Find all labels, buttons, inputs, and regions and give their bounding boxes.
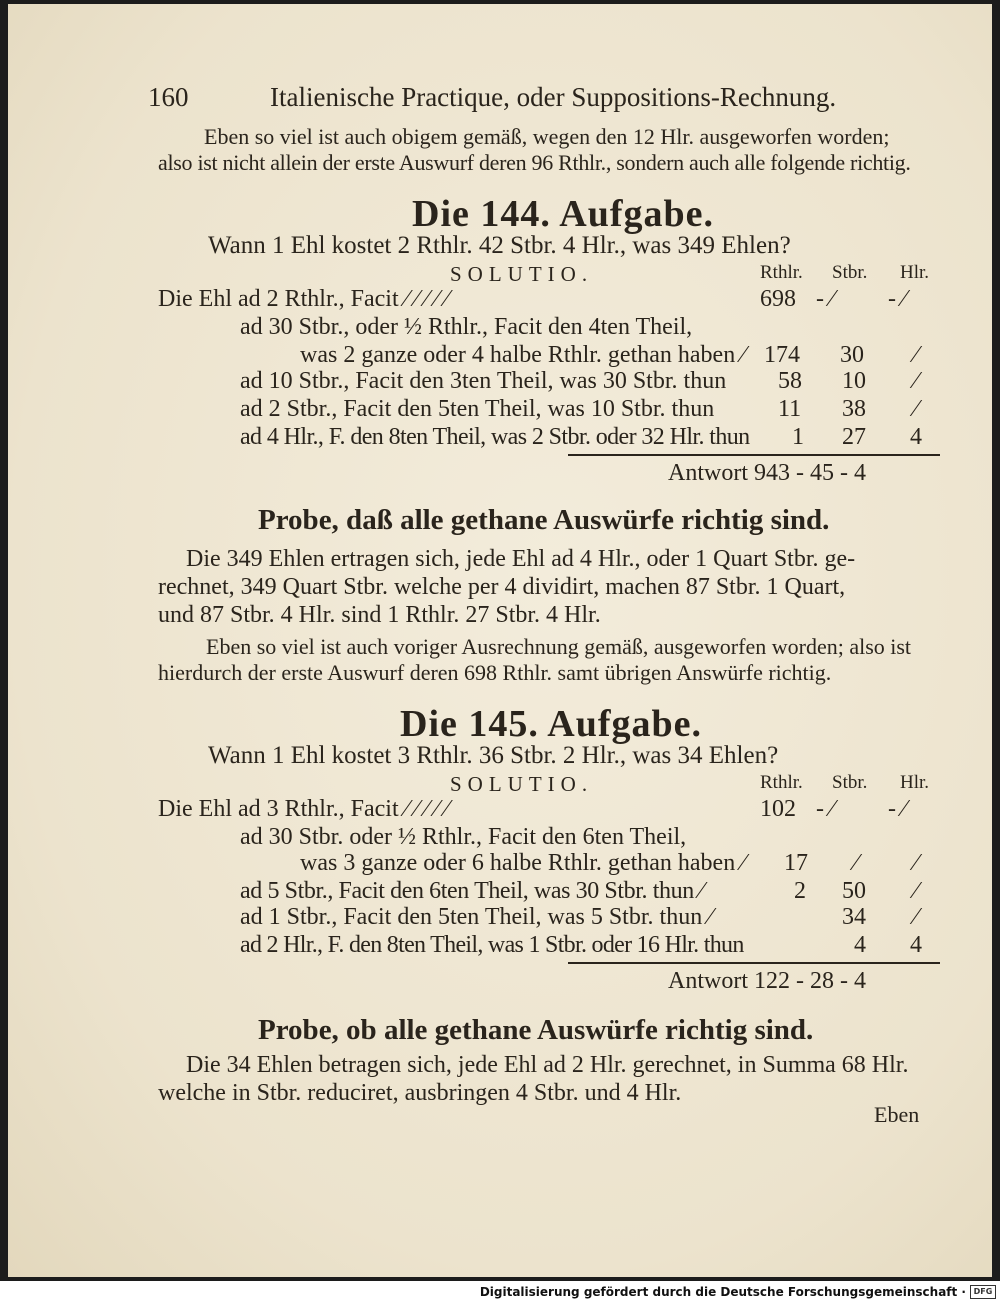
task-144-probe-line-2: rechnet, 349 Quart Stbr. welche per 4 dividirt, machen 87 Stbr. 1 Quart, bbox=[158, 574, 846, 600]
task-145-row-6-hlr: 4 bbox=[910, 932, 922, 958]
intro-line-2: also ist nicht allein der erste Auswurf deren 96 Rthlr., sondern auch alle folgende richtig. bbox=[158, 150, 911, 175]
task-145-row-4-hlr: ⁄ bbox=[914, 878, 919, 904]
task-145-probe-line-1: Die 34 Ehlen betragen sich, jede Ehl ad 2 Hlr. gerechnet, in Summa 68 Hlr. bbox=[186, 1052, 909, 1078]
task-144-row-6-stbr: 27 bbox=[842, 424, 866, 450]
dfg-logo: DFG bbox=[970, 1285, 996, 1299]
task-144-probe-line-3: und 87 Stbr. 4 Hlr. sind 1 Rthlr. 27 Stbr. 4 Hlr. bbox=[158, 602, 601, 628]
catchword: Eben bbox=[874, 1102, 920, 1127]
task-144-row-5-stbr: 38 bbox=[842, 396, 866, 422]
task-144-row-1-rthlr: 698 bbox=[760, 286, 796, 312]
task-144-conclusion-line-2: hierdurch der erste Auswurf deren 698 Rthlr. samt übrigen Answürfe richtig. bbox=[158, 660, 832, 685]
task-144-row-3-stbr: 30 bbox=[840, 342, 864, 368]
task-144-sum-rule bbox=[568, 454, 940, 456]
task-145-row-3-stbr: ⁄ bbox=[854, 850, 859, 876]
task-144-row-6-hlr: 4 bbox=[910, 424, 922, 450]
task-145-probe-line-2: welche in Stbr. reduciret, ausbringen 4 Stbr. und 4 Hlr. bbox=[158, 1080, 682, 1106]
task-144-row-5-label: ad 2 Stbr., Facit den 5ten Theil, was 10 Stbr. thun bbox=[240, 396, 715, 422]
task-145-question: Wann 1 Ehl kostet 3 Rthlr. 36 Stbr. 2 Hlr., was 34 Ehlen? bbox=[208, 742, 779, 769]
task-145-title: Die 145. Aufgabe. bbox=[400, 703, 702, 745]
task-145-answer: Antwort 122 - 28 - 4 bbox=[668, 968, 866, 994]
task-144-unit-stbr: Stbr. bbox=[832, 262, 868, 283]
task-144-row-6-rthlr: 1 bbox=[792, 424, 804, 450]
task-144-unit-rthlr: Rthlr. bbox=[760, 262, 803, 283]
task-145-row-3-rthlr: 17 bbox=[784, 850, 808, 876]
task-144-solutio: SOLUTIO. bbox=[450, 262, 594, 286]
task-145-row-4-stbr: 50 bbox=[842, 878, 866, 904]
task-144-row-4-hlr: ⁄ bbox=[914, 368, 919, 394]
task-144-row-4-stbr: 10 bbox=[842, 368, 866, 394]
task-145-row-1-stbr: - ⁄ bbox=[816, 796, 834, 822]
footer-bar bbox=[0, 1281, 1000, 1304]
task-145-row-6-label: ad 2 Hlr., F. den 8ten Theil, was 1 Stbr. oder 16 Hlr. thun bbox=[240, 932, 744, 958]
task-144-row-5-hlr: ⁄ bbox=[914, 396, 919, 422]
task-144-row-3-rthlr: 174 bbox=[764, 342, 800, 368]
document-page bbox=[8, 4, 992, 1277]
task-145-row-5-label: ad 1 Stbr., Facit den 5ten Theil, was 5 Stbr. thun ⁄ bbox=[240, 904, 713, 930]
task-145-unit-stbr: Stbr. bbox=[832, 772, 868, 793]
task-144-row-3-label: was 2 ganze oder 4 halbe Rthlr. gethan haben ⁄ bbox=[300, 342, 746, 368]
task-144-answer: Antwort 943 - 45 - 4 bbox=[668, 460, 866, 486]
task-144-row-3-hlr: ⁄ bbox=[914, 342, 919, 368]
task-145-row-2-label: ad 30 Stbr. oder ½ Rthlr., Facit den 6ten Theil, bbox=[240, 824, 687, 850]
task-145-row-3-label: was 3 ganze oder 6 halbe Rthlr. gethan haben ⁄ bbox=[300, 850, 746, 876]
task-144-row-1-hlr: - ⁄ bbox=[888, 286, 906, 312]
task-145-row-1-rthlr: 102 bbox=[760, 796, 796, 822]
task-145-probe-title: Probe, ob alle gethane Auswürfe richtig sind. bbox=[258, 1014, 814, 1046]
task-144-probe-line-1: Die 349 Ehlen ertragen sich, jede Ehl ad 4 Hlr., oder 1 Quart Stbr. ge- bbox=[186, 546, 856, 572]
task-145-row-5-hlr: ⁄ bbox=[914, 904, 919, 930]
task-145-row-6-stbr: 4 bbox=[854, 932, 866, 958]
task-144-row-2-label: ad 30 Stbr., oder ½ Rthlr., Facit den 4ten Theil, bbox=[240, 314, 693, 340]
task-145-unit-hlr: Hlr. bbox=[900, 772, 930, 793]
task-144-row-5-rthlr: 11 bbox=[778, 396, 802, 422]
task-144-title: Die 144. Aufgabe. bbox=[412, 193, 714, 235]
task-145-row-5-stbr: 34 bbox=[842, 904, 866, 930]
task-145-solutio: SOLUTIO. bbox=[450, 772, 594, 796]
task-145-sum-rule bbox=[568, 962, 940, 964]
funding-notice: Digitalisierung gefördert durch die Deutsche Forschungsgemeinschaft · bbox=[479, 1285, 966, 1299]
task-144-row-6-label: ad 4 Hlr., F. den 8ten Theil, was 2 Stbr. oder 32 Hlr. thun bbox=[240, 424, 750, 450]
task-145-unit-rthlr: Rthlr. bbox=[760, 772, 803, 793]
page-number: 160 bbox=[148, 82, 189, 112]
task-144-probe-title: Probe, daß alle gethane Auswürfe richtig sind. bbox=[258, 504, 830, 536]
task-144-row-1-stbr: - ⁄ bbox=[816, 286, 834, 312]
task-145-row-3-hlr: ⁄ bbox=[914, 850, 919, 876]
task-145-row-4-rthlr: 2 bbox=[794, 878, 806, 904]
task-144-conclusion-line-1: Eben so viel ist auch voriger Ausrechnung gemäß, ausgeworfen worden; also ist bbox=[206, 634, 912, 659]
running-title: Italienische Practique, oder Suppositions-Rechnung. bbox=[270, 82, 837, 112]
task-144-question: Wann 1 Ehl kostet 2 Rthlr. 42 Stbr. 4 Hlr., was 349 Ehlen? bbox=[208, 232, 791, 259]
task-145-row-1-label: Die Ehl ad 3 Rthlr., Facit ⁄ ⁄ ⁄ ⁄ ⁄ bbox=[158, 796, 449, 822]
task-144-row-1-label: Die Ehl ad 2 Rthlr., Facit ⁄ ⁄ ⁄ ⁄ ⁄ bbox=[158, 286, 449, 312]
task-144-row-4-label: ad 10 Stbr., Facit den 3ten Theil, was 30 Stbr. thun bbox=[240, 368, 727, 394]
task-144-unit-hlr: Hlr. bbox=[900, 262, 930, 283]
task-145-row-1-hlr: - ⁄ bbox=[888, 796, 906, 822]
intro-line-1: Eben so viel ist auch obigem gemäß, wegen den 12 Hlr. ausgeworfen worden; bbox=[204, 124, 890, 149]
task-145-row-4-label: ad 5 Stbr., Facit den 6ten Theil, was 30 Stbr. thun ⁄ bbox=[240, 878, 703, 904]
task-144-row-4-rthlr: 58 bbox=[778, 368, 802, 394]
